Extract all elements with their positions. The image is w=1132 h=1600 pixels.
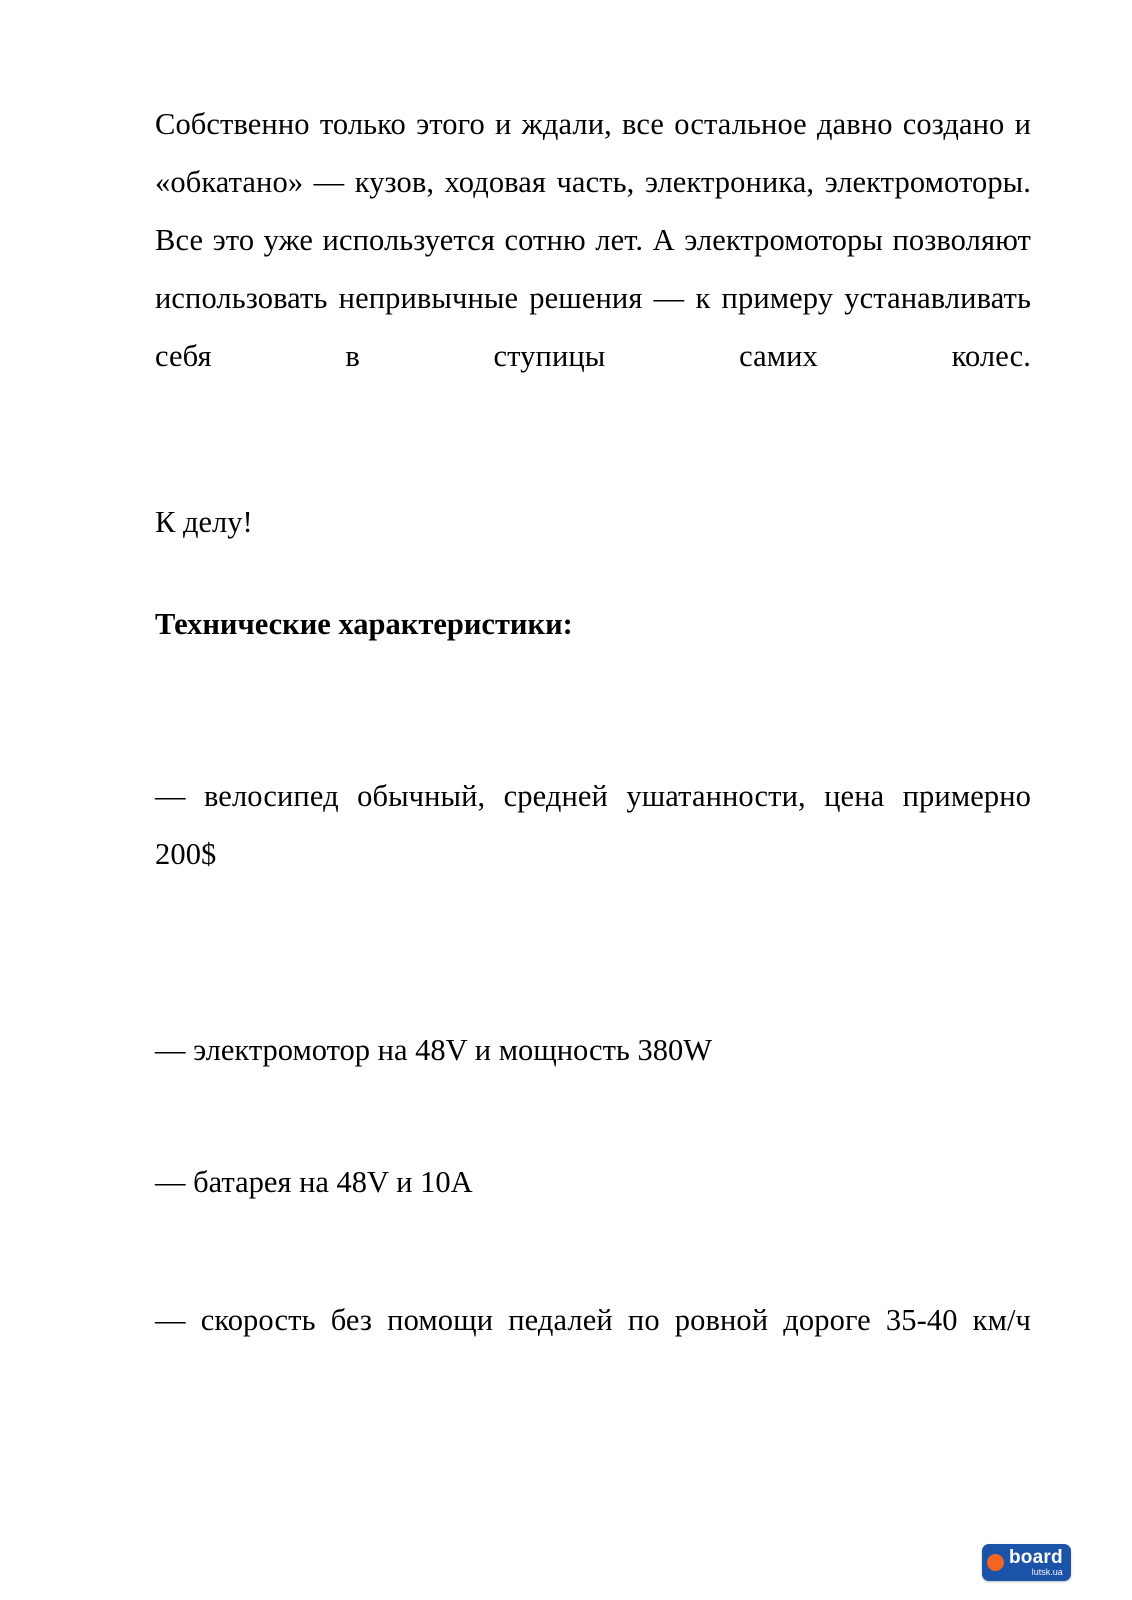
watermark-name: board [1009,1546,1063,1568]
spacer [155,647,1031,767]
watermark-badge [982,1544,1071,1581]
specs-heading: Технические характеристики: [155,607,573,641]
spacer [155,1073,1031,1159]
spacer [155,941,1031,1027]
spec-item-battery: — батарея на 48V и 10A [155,1165,473,1199]
circle-icon [987,1554,1004,1571]
paragraph-intro: Собственно только этого и ждали, все остальное давно создано и «обкатано» — кузов, ходовая часть, электроника, электромоторы. Все это уже используется сотню лет. А электромоторы позволяют использовать непривычные решения — к примеру устанавливать себя в ступицы самих колес. [155,107,1031,373]
watermark-text [1009,1548,1063,1577]
spacer [155,545,1031,601]
spacer [155,443,1031,499]
watermark [982,1542,1110,1582]
spec-item-bicycle: — велосипед обычный, средней ушатанности, цена примерно 200$ [155,779,1031,871]
spacer [155,1205,1031,1291]
document-body [155,95,1031,1407]
watermark-domain: lutsk.ua [1031,1566,1063,1577]
spec-item-speed: — скорость без помощи педалей по ровной дороге 35-40 км/ч [155,1303,1031,1337]
paragraph-call-to-action: К делу! [155,505,253,539]
spec-item-motor: — электромотор на 48V и мощность 380W [155,1033,712,1067]
